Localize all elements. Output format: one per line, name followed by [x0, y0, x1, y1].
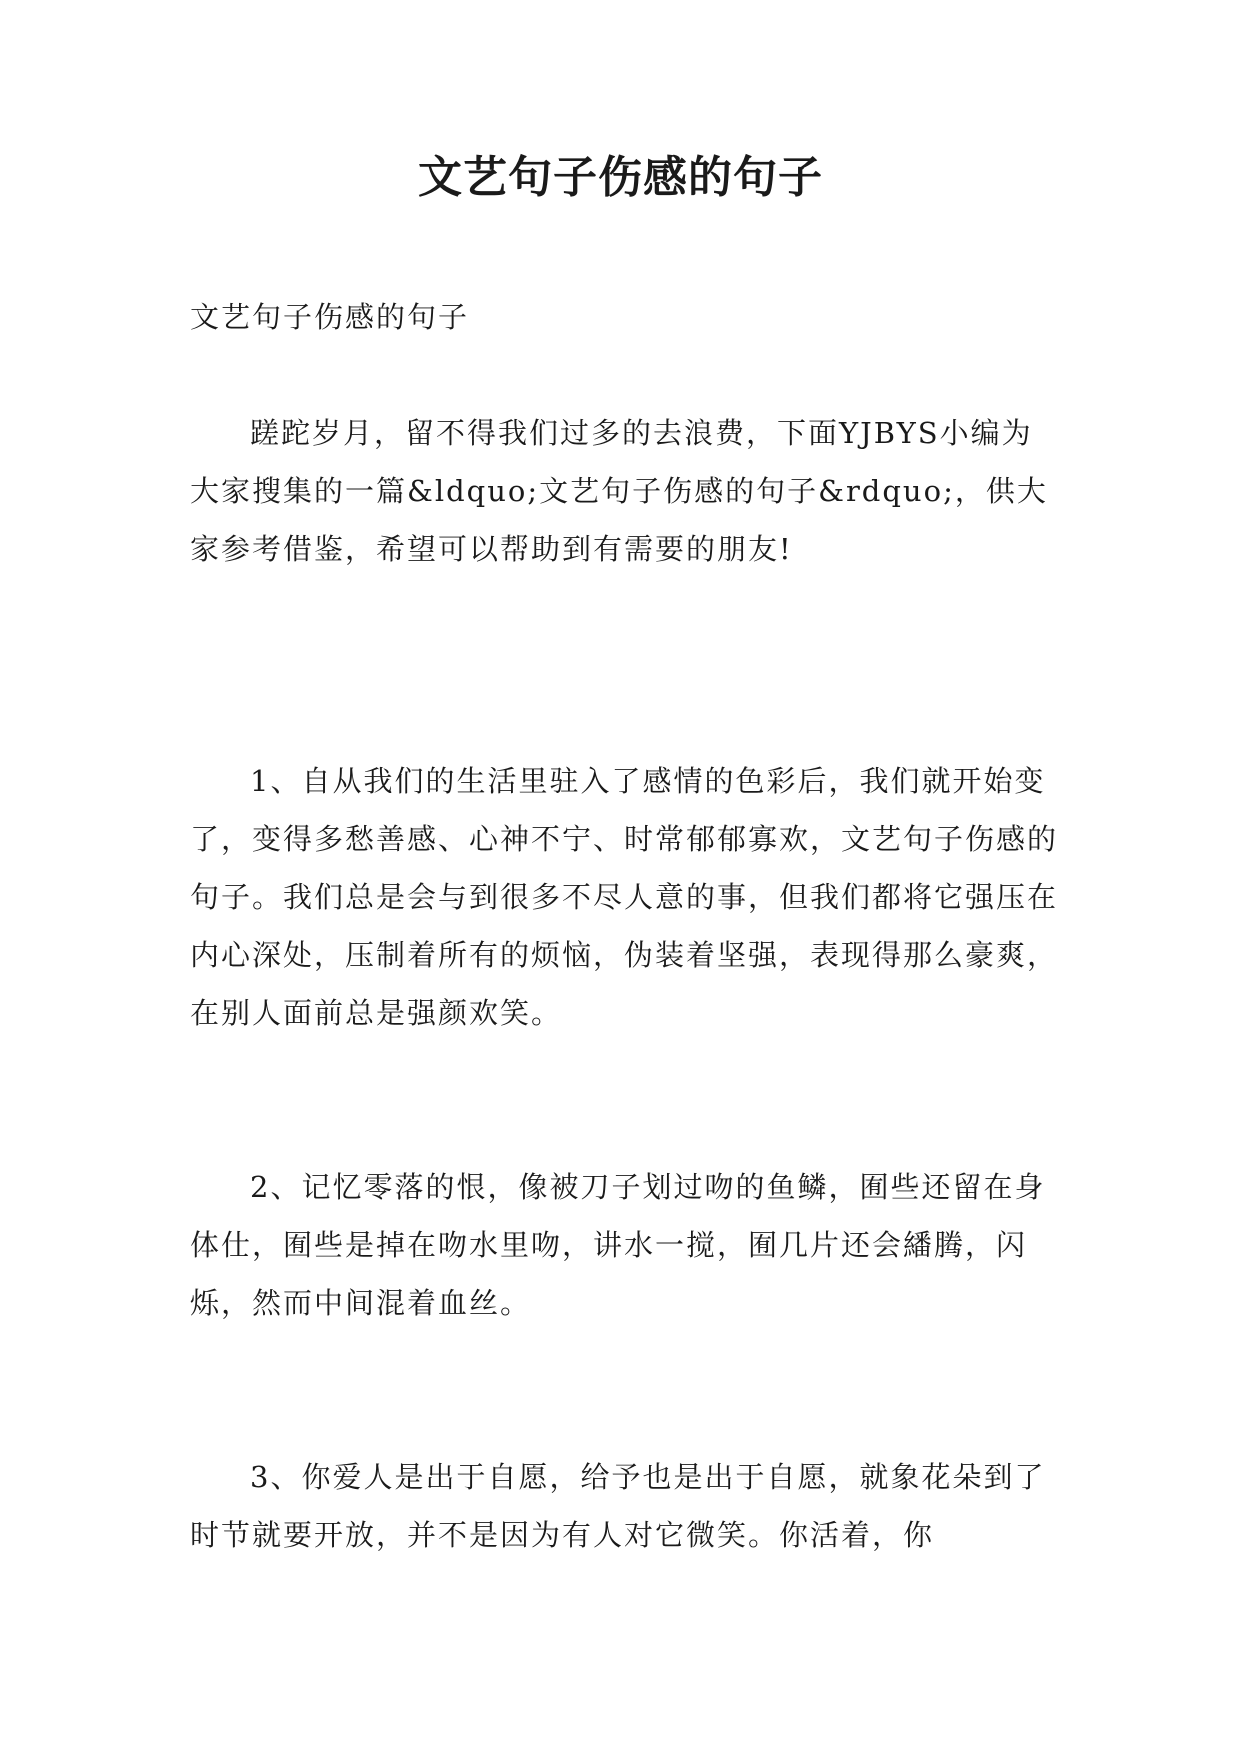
document-body — [190, 288, 1060, 1564]
sentence-item-2: 2、记忆零落的恨，像被刀子划过吻的鱼鳞，囿些还留在身体仕，囿些是掉在吻水里吻，讲水一搅，囿几片还会繙腾，闪烁，然而中间混着血丝。 — [190, 1170, 1046, 1320]
document-title: 文艺句子伤感的句子 — [418, 152, 823, 203]
intro-paragraph: 蹉跎岁月，留不得我们过多的去浪费，下面YJBYS小编为大家搜集的一篇&ldquo;文艺句子伤感的句子&rdquo;，供大家参考借鉴，希望可以帮助到有需要的朋友! — [190, 416, 1048, 566]
sentence-item-1: 1、自从我们的生活里驻入了感情的色彩后，我们就开始变了，变得多愁善感、心神不宁、时常郁郁寡欢，文艺句子伤感的句子。我们总是会与到很多不尽人意的事，但我们都将它强压在内心深处，压制着所有的烦恼，伪装着坚强，表现得那么豪爽，在别人面前总是强颜欢笑。 — [190, 764, 1059, 1030]
sentence-item-3: 3、你爱人是出于自愿，给予也是出于自愿，就象花朵到了时节就要开放，并不是因为有人对它微笑。你活着，你 — [190, 1460, 1046, 1552]
document-subtitle: 文艺句子伤感的句子 — [190, 300, 470, 334]
